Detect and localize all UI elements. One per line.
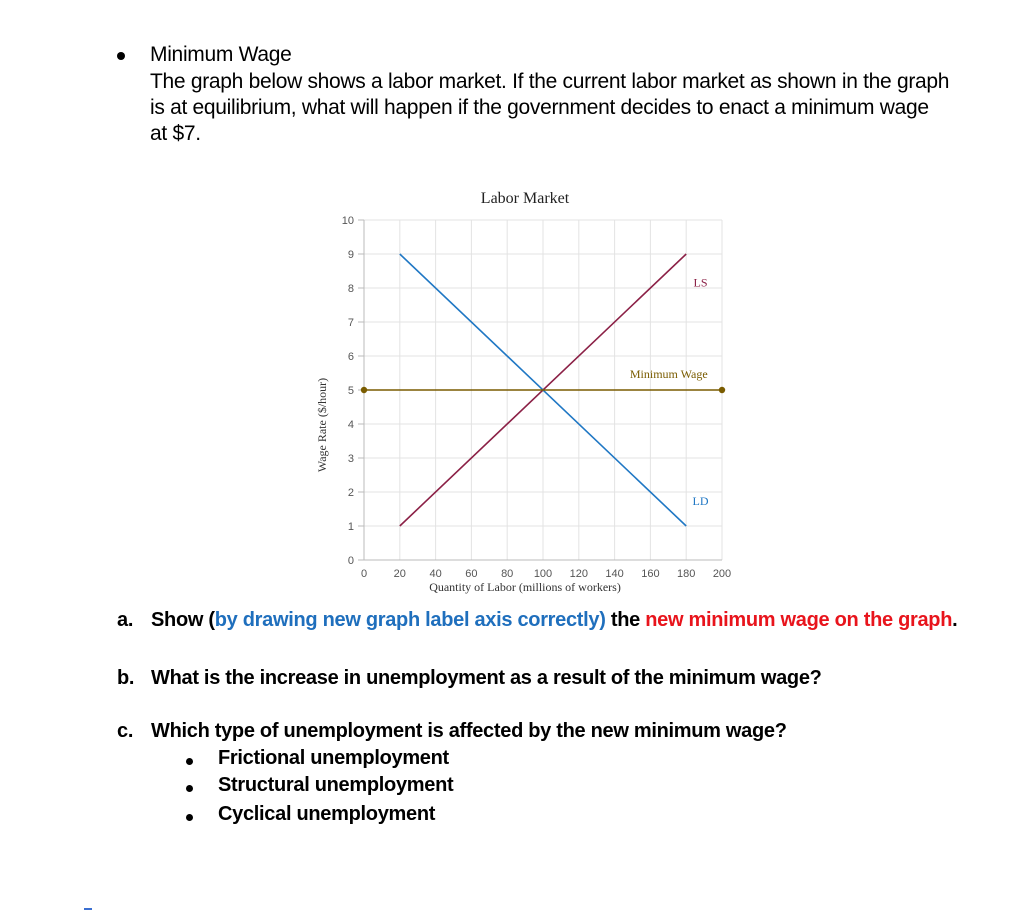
y-tick-label: 3 — [347, 453, 354, 465]
intro-paragraph — [150, 69, 980, 147]
intro-line: at $7. — [150, 122, 201, 145]
option-cyclical: Cyclical unemployment — [218, 803, 436, 825]
option-structural: Structural unemployment — [218, 774, 454, 796]
y-tick-label: 6 — [347, 351, 354, 363]
y-tick-label: 8 — [347, 283, 354, 295]
y-tick-label: 5 — [347, 385, 354, 397]
series-labels — [630, 275, 709, 508]
section-title: Minimum Wage — [150, 43, 292, 66]
x-tick-labels — [361, 568, 731, 580]
bullet-icon — [186, 785, 193, 792]
bullet-icon — [117, 52, 125, 60]
question-c-text: Which type of unemployment is affected by the new minimum wage? — [151, 720, 787, 742]
chart-title: Labor Market — [480, 190, 570, 207]
question-b-text: What is the increase in unemployment as a result of the minimum wage? — [151, 667, 822, 689]
y-tick-label: 1 — [347, 521, 354, 533]
question-letter: c. — [117, 720, 134, 742]
y-tick-label: 4 — [347, 419, 354, 431]
x-tick-label: 60 — [465, 568, 478, 580]
x-tick-label: 120 — [569, 568, 588, 580]
y-axis-label: Wage Rate ($/hour) — [315, 377, 329, 473]
x-tick-label: 40 — [429, 568, 442, 580]
question-c — [117, 720, 787, 743]
x-tick-label: 140 — [605, 568, 624, 580]
bullet-icon — [186, 758, 193, 765]
page-edge-mark — [84, 908, 92, 910]
bullet-icon — [186, 814, 193, 821]
series-label-ld: LD — [692, 493, 709, 508]
x-tick-label: 20 — [393, 568, 406, 580]
question-a-emphasis: new minimum wage on the graph — [645, 609, 953, 631]
y-tick-label: 10 — [341, 215, 354, 227]
x-tick-label: 180 — [677, 568, 696, 580]
question-a-text-end: . — [952, 609, 958, 631]
labor-market-chart — [300, 180, 750, 600]
question-a-text-mid: the — [605, 609, 646, 631]
option-frictional: Frictional unemployment — [218, 747, 449, 769]
min-wage-endpoint-marker — [361, 387, 367, 393]
y-tick-label: 2 — [347, 487, 354, 499]
min-wage-endpoint-marker — [719, 387, 725, 393]
series-label-ls: LS — [693, 275, 708, 290]
y-tick-label: 0 — [347, 555, 354, 567]
series-label-minimum-wage: Minimum Wage — [629, 367, 708, 382]
question-letter: b. — [117, 667, 135, 689]
intro-line: The graph below shows a labor market. If the current labor market as shown in the graph — [150, 70, 950, 93]
x-axis-label: Quantity of Labor (millions of workers) — [429, 580, 621, 594]
y-tick-label: 7 — [347, 317, 354, 329]
x-tick-label: 80 — [501, 568, 514, 580]
question-a-text-start: Show ( — [151, 609, 215, 631]
y-tick-label: 9 — [347, 249, 354, 261]
question-a — [117, 609, 957, 632]
x-tick-label: 160 — [641, 568, 660, 580]
x-tick-label: 0 — [360, 568, 368, 580]
x-tick-label: 100 — [533, 568, 553, 580]
intro-line: is at equilibrium, what will happen if the government decides to enact a minimum wage — [150, 96, 929, 119]
question-a-instruction: by drawing new graph label axis correctly) — [214, 609, 606, 631]
question-b — [117, 667, 822, 690]
x-tick-label: 200 — [712, 568, 732, 580]
y-tick-labels — [342, 215, 354, 567]
question-letter: a. — [117, 609, 134, 631]
